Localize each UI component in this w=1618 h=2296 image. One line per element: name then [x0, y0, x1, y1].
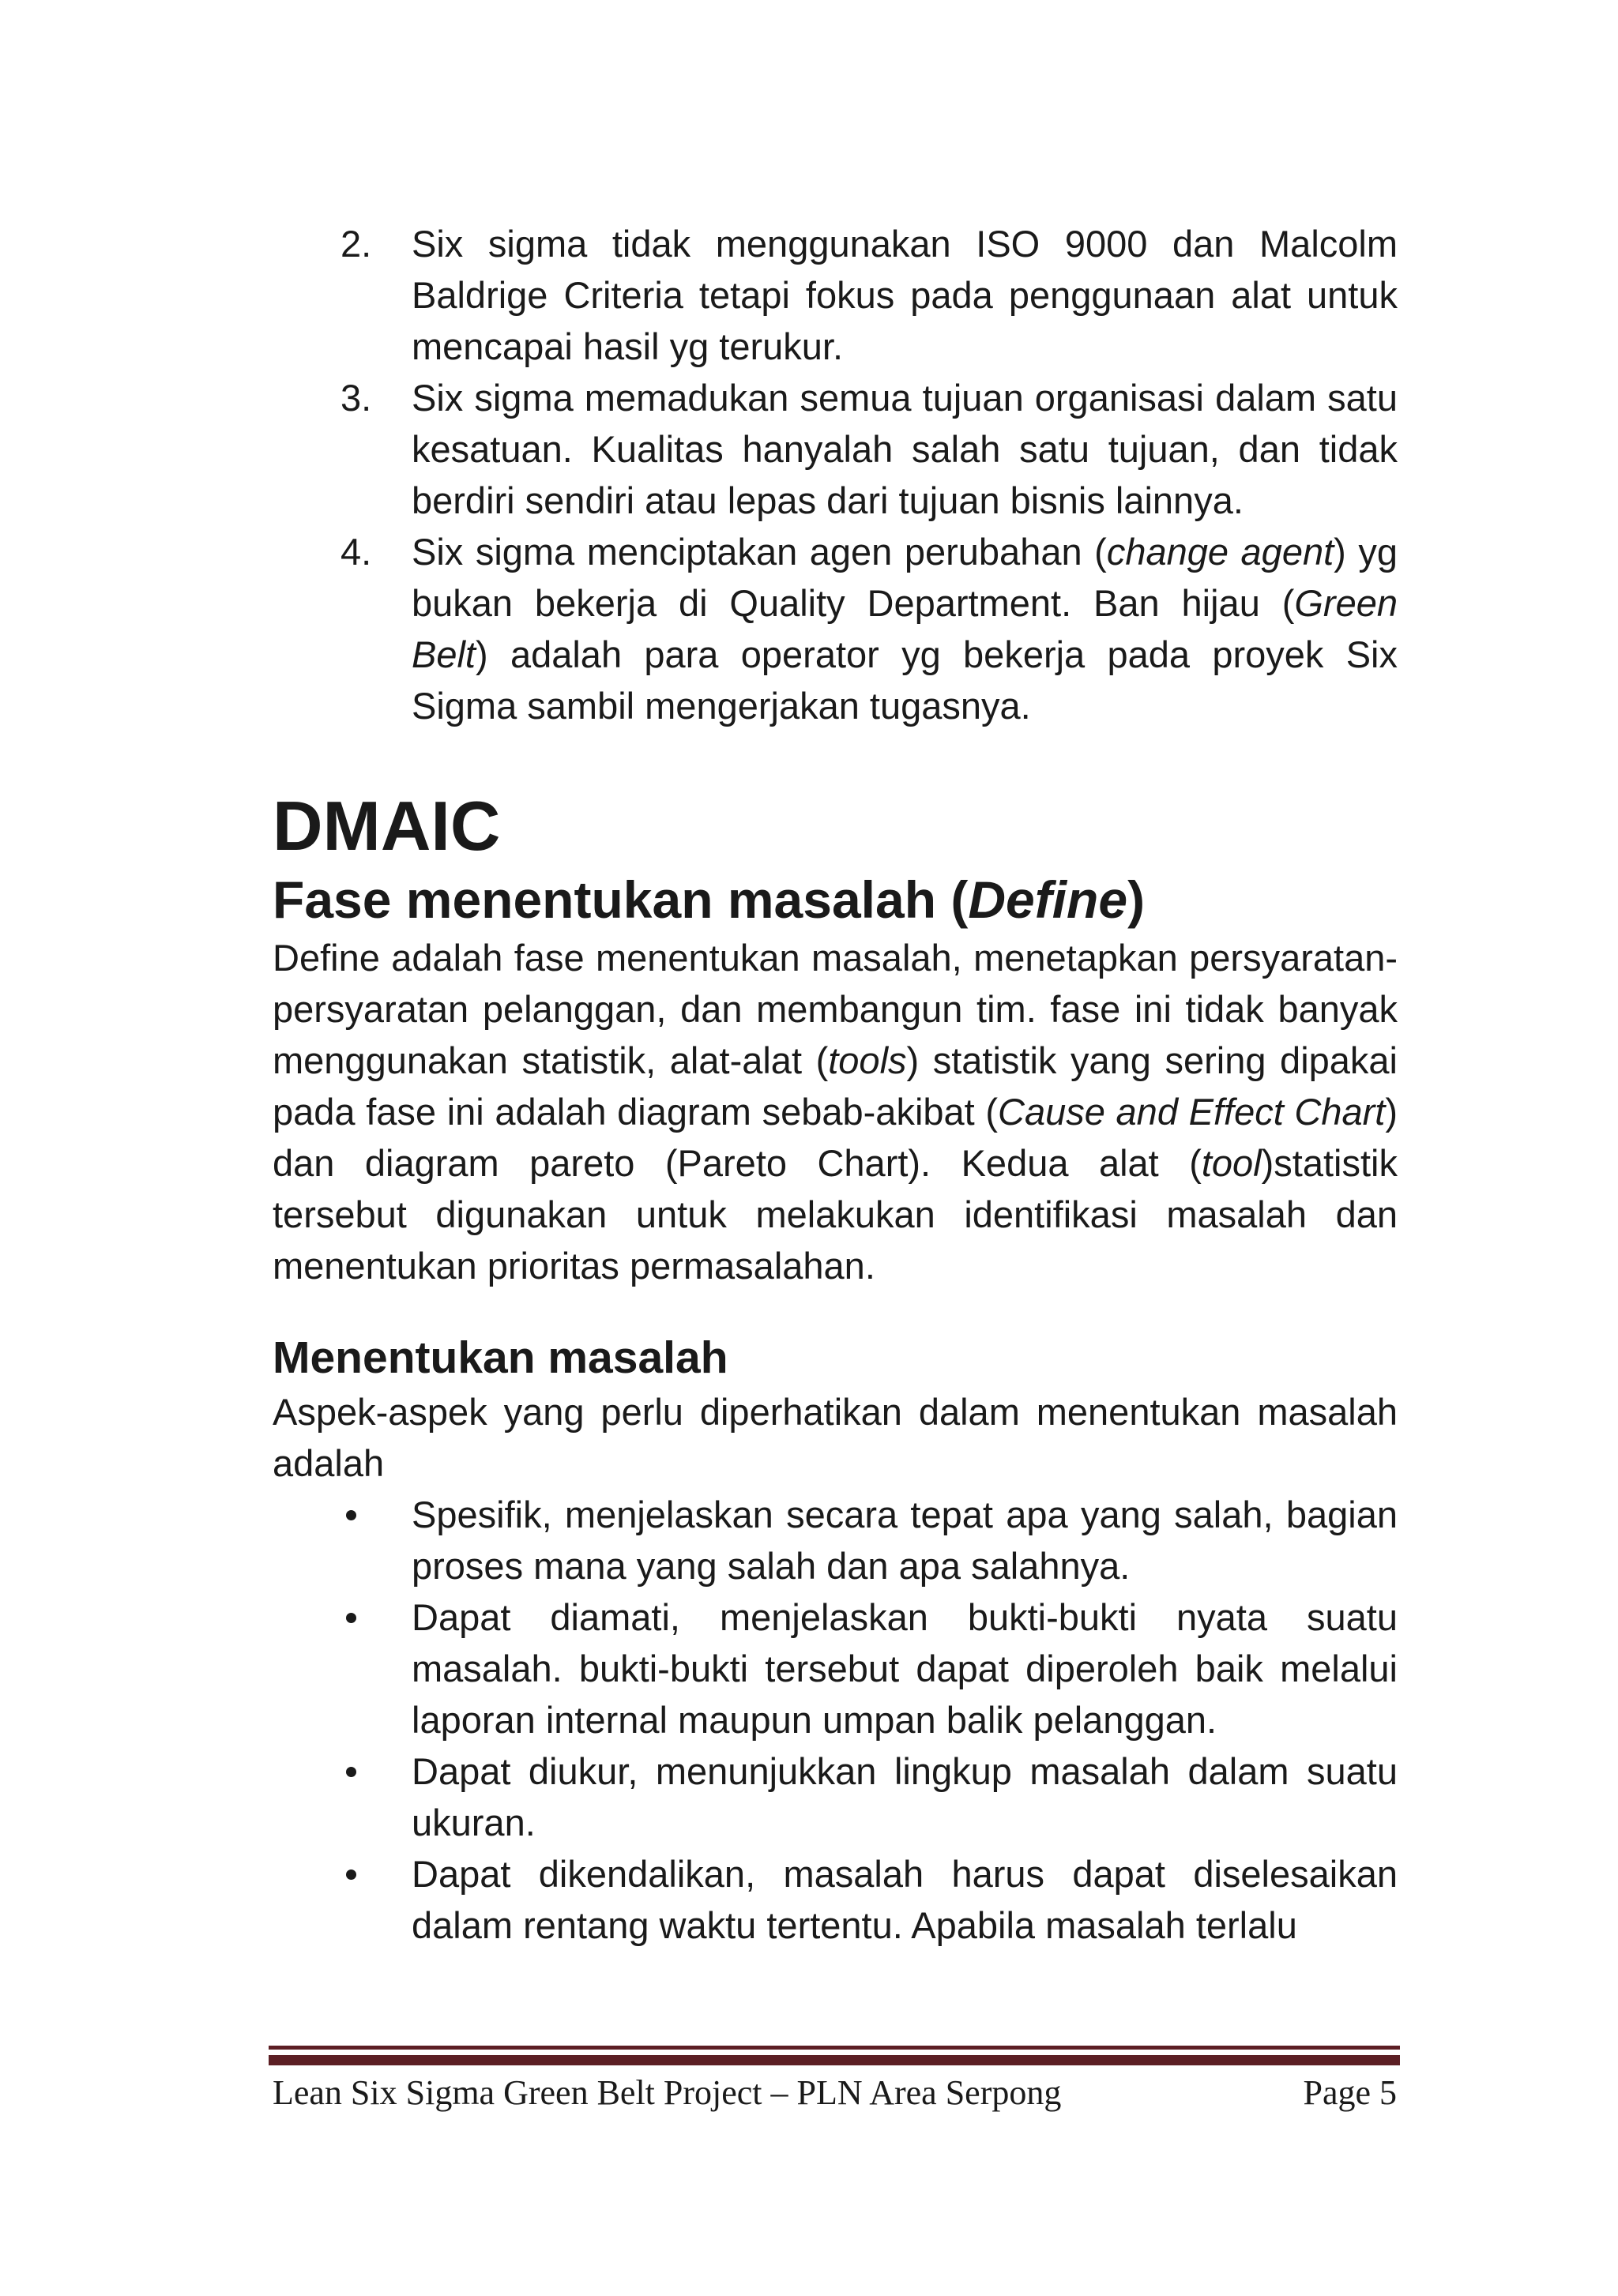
list-number: 3. [341, 377, 372, 419]
list-number: 2. [341, 223, 372, 265]
list-item [273, 372, 1398, 526]
italic-term: Cause and Effect Chart [998, 1091, 1386, 1133]
bullet-item [273, 1591, 1398, 1745]
bullet-list [273, 1489, 1398, 1951]
phase-heading-prefix: Fase menentukan masalah ( [273, 870, 969, 929]
bullet-text: Dapat diamati, menjelaskan bukti-bukti nyata suatu masalah. bukti-bukti tersebut dapat diperoleh baik melalui laporan internal maupun umpan balik pelanggan. [412, 1596, 1398, 1741]
footer-divider-thick [269, 2055, 1400, 2065]
italic-term: change agent [1106, 531, 1334, 573]
italic-term: tools [828, 1039, 907, 1081]
list-item-text: Six sigma menciptakan agen perubahan ( [412, 531, 1107, 573]
list-item [273, 218, 1398, 372]
list-item-text: Six sigma tidak menggunakan ISO 9000 dan Malcolm Baldrige Criteria tetapi fokus pada penggunaan alat untuk mencapai hasil yg terukur. [412, 223, 1398, 367]
footer-title: Lean Six Sigma Green Belt Project – PLN Area Serpong [273, 2073, 1062, 2112]
footer-divider-thin [269, 2046, 1400, 2050]
italic-term: tool [1201, 1142, 1262, 1184]
phase-heading-suffix: ) [1127, 870, 1146, 929]
bullet-text: Dapat diukur, menunjukkan lingkup masalah dalam suatu ukuran. [412, 1750, 1398, 1843]
bullet-text: Spesifik, menjelaskan secara tepat apa yang salah, bagian proses mana yang salah dan apa salahnya. [412, 1494, 1398, 1587]
section-heading: DMAIC [273, 787, 501, 865]
bullet-icon [346, 1869, 356, 1880]
bullet-text: Dapat dikendalikan, masalah harus dapat diselesaikan dalam rentang waktu tertentu. Apabila masalah terlalu [412, 1853, 1398, 1946]
paragraph-text: Define adalah fase menentukan masalah, menetapkan persyaratan-persyaratan pelanggan, dan membangun tim. fase ini tidak banyak menggunakan statistik, alat-alat ( [273, 937, 1398, 1081]
page-number: Page 5 [1303, 2073, 1397, 2112]
list-number: 4. [341, 531, 372, 573]
subsection-heading: Menentukan masalah [273, 1332, 728, 1383]
define-paragraph [273, 932, 1398, 1291]
paragraph-text: ) statistik yang sering dipakai pada fase ini adalah diagram sebab-akibat ( [273, 1039, 1398, 1133]
bullet-icon [346, 1613, 356, 1623]
bullet-icon [346, 1510, 356, 1520]
list-item-text: ) yg bukan bekerja di Quality Department. Ban hijau ( [412, 531, 1398, 624]
bullet-item [273, 1848, 1398, 1951]
paragraph-text: ) dan diagram pareto (Pareto Chart). Kedua alat ( [273, 1091, 1398, 1184]
list-item-text: ) adalah para operator yg bekerja pada proyek Six Sigma sambil mengerjakan tugasnya. [412, 633, 1398, 727]
bullet-item [273, 1745, 1398, 1848]
phase-heading [273, 867, 1398, 932]
page-content [273, 218, 1398, 1951]
list-item-text: Six sigma memadukan semua tujuan organisasi dalam satu kesatuan. Kualitas hanyalah salah satu tujuan, dan tidak berdiri sendiri atau lepas dari tujuan bisnis lainnya. [412, 377, 1398, 521]
numbered-list [273, 218, 1398, 731]
paragraph-text: )statistik tersebut digunakan untuk melakukan identifikasi masalah dan menentukan prioritas permasalahan. [273, 1142, 1398, 1287]
intro-paragraph: Aspek-aspek yang perlu diperhatikan dalam menentukan masalah adalah [273, 1391, 1398, 1484]
list-item [273, 526, 1398, 731]
italic-term: Green Belt [412, 582, 1398, 675]
bullet-icon [346, 1767, 356, 1777]
bullet-item [273, 1489, 1398, 1591]
phase-heading-italic: Define [968, 870, 1128, 929]
